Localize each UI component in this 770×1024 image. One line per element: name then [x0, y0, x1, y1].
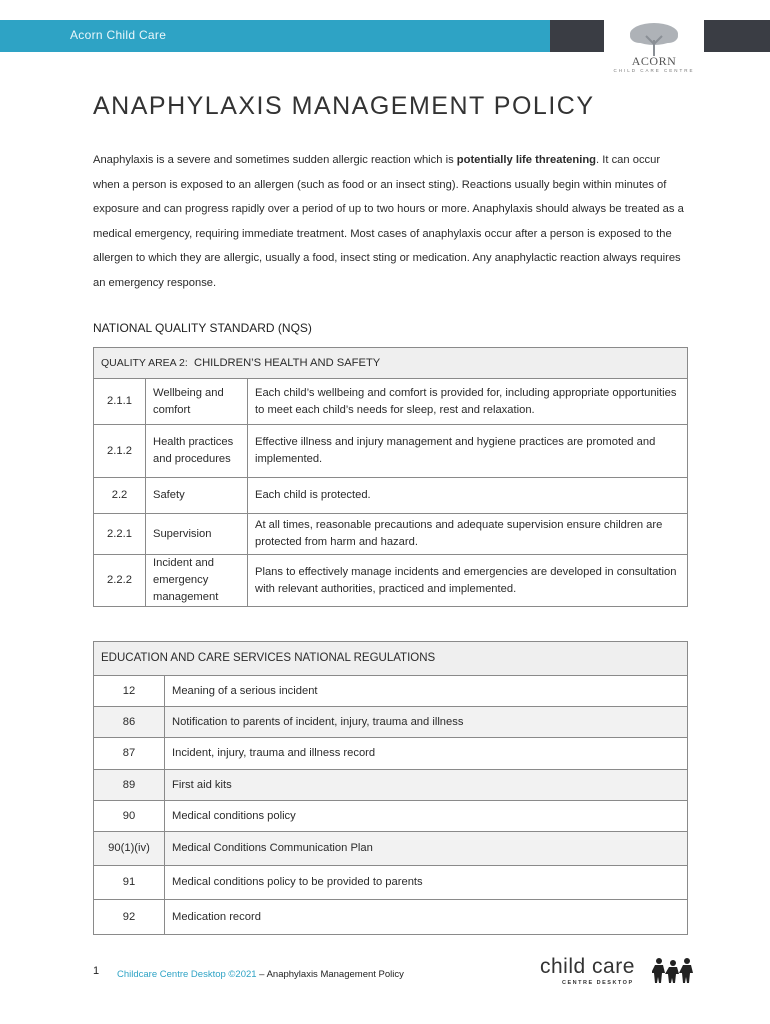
brand-word: child care	[540, 955, 635, 978]
table-row	[94, 866, 688, 900]
regulation-code: 90	[94, 801, 165, 832]
table-row	[94, 676, 688, 707]
nqs-description: At all times, reasonable precautions and adequate supervision ensure children are protected from harm and hazard.	[248, 514, 688, 555]
quality-area-label: QUALITY AREA 2:	[101, 356, 188, 369]
regulation-code: 89	[94, 770, 165, 801]
footer-text	[117, 969, 404, 980]
table-row	[94, 478, 688, 514]
nqs-description: Each child’s wellbeing and comfort is provided for, including appropriate opportunities to meet each child’s needs for sleep, rest and relaxation.	[248, 379, 688, 425]
footer-copyright-link[interactable]: Childcare Centre Desktop ©2021	[117, 969, 257, 980]
nqs-element: Health practices and procedures	[146, 425, 248, 478]
nqs-table-header	[94, 348, 688, 379]
page-number: 1	[93, 965, 100, 977]
intro-bold-text: potentially life threatening	[456, 154, 597, 166]
table-row	[94, 555, 688, 607]
acorn-logo	[604, 20, 704, 76]
intro-paragraph	[93, 148, 688, 295]
nqs-description: Each child is protected.	[248, 478, 688, 514]
children-icon	[652, 957, 696, 985]
page-title: ANAPHYLAXIS MANAGEMENT POLICY	[93, 92, 595, 120]
intro-text-end: . It can occur when a person is exposed to an allergen (such as food or an insect sting). Reactions usually begin within minutes of exposure and can progress rapidly over a period of up to two hours or more. Anaphylaxis should always be treated as a medical emergency, requiring immediate treatment. Most cases of anaphylaxis occur after a person is exposed to the allergen to which they are allergic, usually a food, insect sting or medication. Any anaphylactic reaction always requires an emergency response.	[93, 154, 684, 289]
regulation-description: First aid kits	[165, 770, 688, 801]
regulations-header-cell: EDUCATION AND CARE SERVICES NATIONAL REGULATIONS	[94, 642, 688, 676]
regulation-description: Notification to parents of incident, injury, trauma and illness	[165, 707, 688, 738]
regulation-code: 91	[94, 866, 165, 900]
acorn-tree-icon	[626, 22, 682, 58]
intro-text-start: Anaphylaxis is a severe and sometimes sudden allergic reaction which is	[93, 154, 457, 166]
regulations-table-header	[94, 642, 688, 676]
logo-name: ACORN	[631, 54, 677, 68]
nqs-code: 2.2	[94, 478, 146, 514]
brand-sub: CENTRE DESKTOP	[562, 980, 634, 986]
child-care-logo	[540, 955, 700, 989]
nqs-element: Supervision	[146, 514, 248, 555]
nqs-table	[93, 347, 688, 607]
table-row	[94, 514, 688, 555]
table-row	[94, 379, 688, 425]
logo-tagline: CHILD CARE CENTRE	[613, 68, 695, 73]
table-row	[94, 770, 688, 801]
regulation-description: Medical conditions policy to be provided to parents	[165, 866, 688, 900]
regulation-description: Medical Conditions Communication Plan	[165, 832, 688, 866]
regulation-description: Medical conditions policy	[165, 801, 688, 832]
regulation-code: 86	[94, 707, 165, 738]
table-row	[94, 832, 688, 866]
table-row	[94, 801, 688, 832]
nqs-code: 2.1.1	[94, 379, 146, 425]
nqs-heading: NATIONAL QUALITY STANDARD (NQS)	[93, 321, 312, 335]
table-row	[94, 707, 688, 738]
table-row	[94, 425, 688, 478]
regulation-code: 90(1)(iv)	[94, 832, 165, 866]
table-row	[94, 738, 688, 770]
regulation-description: Medication record	[165, 900, 688, 935]
nqs-element: Wellbeing and comfort	[146, 379, 248, 425]
regulation-code: 87	[94, 738, 165, 770]
regulation-description: Incident, injury, trauma and illness record	[165, 738, 688, 770]
nqs-description: Effective illness and injury management and hygiene practices are promoted and implemented.	[248, 425, 688, 478]
regulations-table	[93, 641, 688, 935]
org-name: Acorn Child Care	[70, 28, 167, 42]
nqs-element: Safety	[146, 478, 248, 514]
regulation-code: 12	[94, 676, 165, 707]
nqs-code: 2.2.2	[94, 555, 146, 607]
nqs-element: Incident and emergency management	[146, 555, 248, 607]
header-bar	[0, 20, 550, 52]
nqs-table-header-cell	[94, 348, 688, 379]
nqs-description: Plans to effectively manage incidents and emergencies are developed in consultation with relevant authorities, practiced and implemented.	[248, 555, 688, 607]
nqs-code: 2.2.1	[94, 514, 146, 555]
footer-doc-title: – Anaphylaxis Management Policy	[256, 969, 404, 980]
table-row	[94, 900, 688, 935]
nqs-code: 2.1.2	[94, 425, 146, 478]
quality-area-title: CHILDREN’S HEALTH AND SAFETY	[193, 356, 381, 369]
regulation-description: Meaning of a serious incident	[165, 676, 688, 707]
regulation-code: 92	[94, 900, 165, 935]
